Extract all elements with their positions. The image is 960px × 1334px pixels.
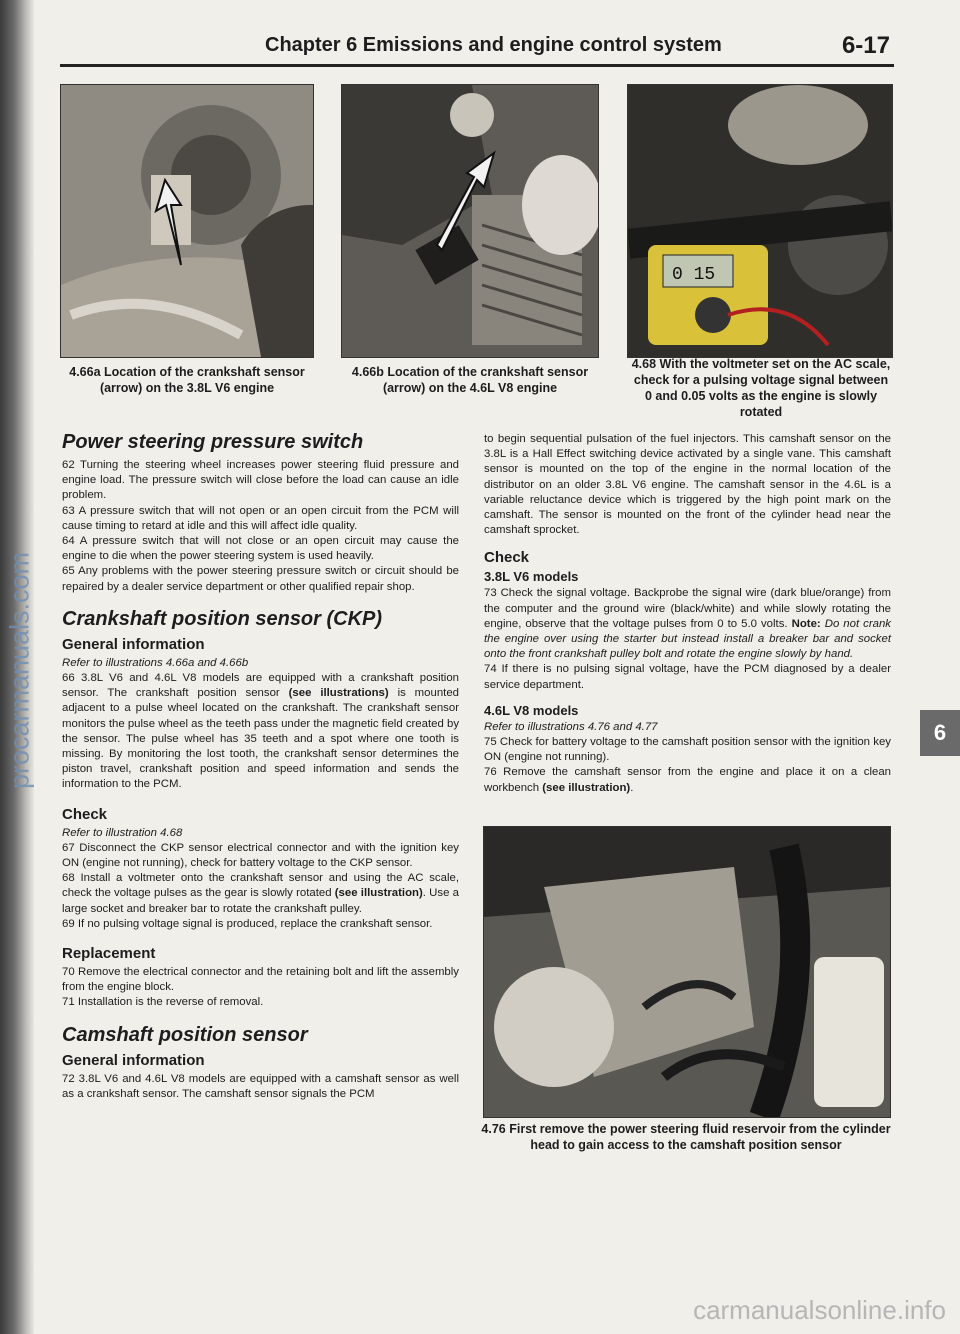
chapter-title: Chapter 6 Emissions and engine control system (265, 34, 722, 56)
caption-468: 4.68 With the voltmeter set on the AC scale, check for a pulsing voltage signal between 0 and 0.05 volts as the engine is slowly rotated (631, 357, 891, 419)
ref-468: Refer to illustration 4.68 (62, 826, 183, 839)
heading-46-v8: 4.6L V8 models (484, 702, 579, 718)
para-67: 67 Disconnect the CKP sensor electrical connector and with the ignition key ON (engine not running), check for battery voltage to the CKP sensor. (62, 841, 459, 870)
side-watermark: procarmanuals.com (4, 551, 35, 790)
heading-crankshaft-sensor: Crankshaft position sensor (CKP) (62, 607, 383, 630)
photo-466b (341, 84, 599, 358)
heading-replacement: Replacement (62, 945, 156, 963)
para-70: 70 Remove the electrical connector and the retaining bolt and lift the assembly from the engine block. (62, 966, 459, 994)
meter-reading: 0 15 (672, 265, 716, 285)
heading-38-v6: 3.8L V6 models (484, 569, 579, 585)
left-column (62, 430, 459, 1102)
para-65: 65 Any problems with the power steering pressure switch or circuit should be repaired by a dealer service department or other qualified repair shop. (62, 565, 459, 593)
para-71: 71 Installation is the reverse of removal. (62, 996, 264, 1009)
para-66: 66 3.8L V6 and 4.6L V8 models are equipped with a crankshaft position sensor. The crankshaft position sensor (see illustrations) is mounted adjacent to a pulse wheel located on the crankshaft. The crankshaft sensor monitors the pulse wheel as the teeth pass under the magnetic field created by the sensor. The pulse wheel has 35 teeth and a spot where one tooth is missing. By monitoring the lost tooth, the crankshaft sensor determines the piston travel, crankshaft position and speed information and sends the information to the PCM. (62, 672, 460, 791)
ref-466: Refer to illustrations 4.66a and 4.66b (62, 656, 249, 669)
right-column (484, 432, 891, 796)
page-number: 6-17 (841, 32, 890, 59)
para-62: 62 Turning the steering wheel increases power steering fluid pressure and engine load. The pressure switch will close before the load can cause an idle problem. (62, 459, 459, 502)
para-72-continued: to begin sequential pulsation of the fuel injectors. This camshaft sensor on the 3.8L is a Hall Effect switching device activated by a single vane. This camshaft sensor is mounted on the top of the engine in the normal location of the distributor on an older 3.8L V6 engine. The camshaft sensor in the 4.6L is a variable reluctance device which is triggered by the high point mark on the camshaft. The sensor is mounted on the front of the cylinder head near the camshaft sprocket. (484, 433, 891, 537)
para-75: 75 Check for battery voltage to the camshaft position sensor with the ignition key ON (engine not running). (484, 736, 891, 764)
para-64: 64 A pressure switch that will not close or an open circuit may cause the engine to die when the power steering system is used heavily. (62, 535, 459, 563)
para-72: 72 3.8L V6 and 4.6L V8 models are equipped with a camshaft sensor as well as a crankshaft sensor. The camshaft sensor signals the PCM (62, 1072, 459, 1100)
ref-476: Refer to illustrations 4.76 and 4.77 (484, 720, 658, 733)
caption-466a: 4.66a Location of the crankshaft sensor (arrow) on the 3.8L V6 engine (69, 365, 305, 395)
chapter-tab: 6 (920, 710, 960, 756)
heading-general-info-1: General information (62, 635, 205, 653)
bottom-watermark: carmanualsonline.info (693, 1295, 946, 1325)
page-header (60, 34, 894, 67)
photo-466a (60, 84, 314, 358)
photo-468 (627, 84, 893, 358)
heading-camshaft-sensor: Camshaft position sensor (62, 1023, 308, 1046)
photo-476 (483, 826, 891, 1118)
para-63: 63 A pressure switch that will not open or an open circuit from the PCM will cause timing to retard at idle and this will affect idle quality. (62, 504, 459, 532)
heading-power-steering-switch: Power steering pressure switch (62, 431, 364, 453)
para-74: 74 If there is no pulsing signal voltage, have the PCM diagnosed by a dealer service department. (484, 663, 891, 691)
para-68: 68 Install a voltmeter onto the crankshaft sensor and using the AC scale, check the voltage pulses as the gear is slowly rotated (see illustration). Use a large socket and breaker bar to rotate the crankshaft pulley. (62, 872, 459, 915)
para-69: 69 If no pulsing voltage signal is produced, replace the crankshaft sensor. (62, 917, 433, 930)
heading-check-ckp: Check (62, 805, 108, 823)
heading-check-cmp: Check (484, 549, 530, 567)
heading-general-info-2: General information (62, 1051, 205, 1069)
caption-476: 4.76 First remove the power steering fluid reservoir from the cylinder head to gain access to the camshaft position sensor (481, 1122, 891, 1152)
caption-466b: 4.66b Location of the crankshaft sensor (arrow) on the 4.6L V8 engine (351, 365, 589, 395)
para-76: 76 Remove the camshaft sensor from the engine and place it on a clean workbench (see illustration). (484, 766, 891, 794)
para-73: 73 Check the signal voltage. Backprobe the signal wire (dark blue/orange) from the computer and the ground wire (black/white) and while slowly rotating the engine, observe that the voltage pulses from 0 to 5.0 volts. Note: Do not crank the engine over using the starter but instead install a breaker bar and socket onto the front crankshaft pulley bolt and rotate the engine slowly by hand. (484, 587, 891, 661)
